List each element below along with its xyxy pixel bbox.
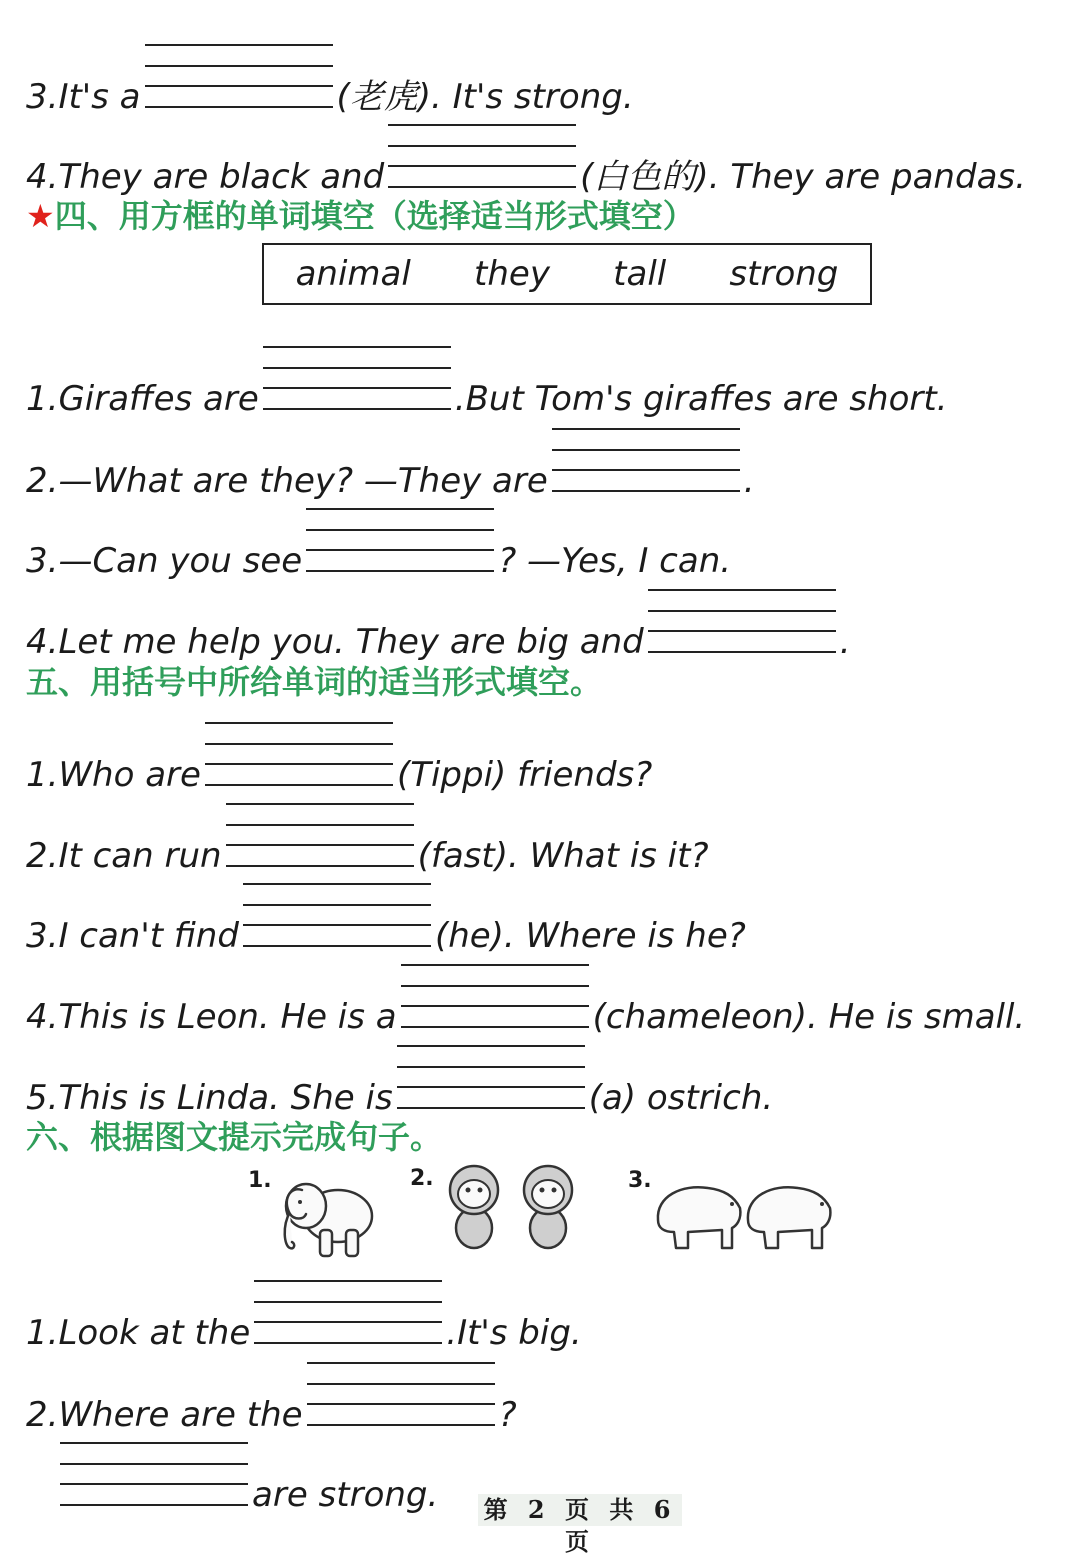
word-bank-box	[262, 243, 872, 305]
section-5-question-3: 3.I can't find (he). Where is he?	[26, 883, 746, 923]
answer-blank[interactable]	[145, 44, 333, 108]
answer-blank[interactable]	[243, 883, 431, 947]
section-6-heading: 六、根据图文提示完成句子。	[26, 1118, 443, 1156]
answer-blank[interactable]	[388, 124, 576, 188]
section-5-heading: 五、用括号中所给单词的适当形式填空。	[26, 663, 603, 701]
section-5-question-5: 5.This is Linda. She is (a) ostrich.	[26, 1045, 773, 1085]
answer-blank[interactable]	[263, 346, 451, 410]
section-6-question-2: 2.Where are the ?	[26, 1362, 517, 1402]
star-icon: ★	[26, 197, 55, 235]
answer-blank[interactable]	[307, 1362, 495, 1426]
answer-blank[interactable]	[254, 1280, 442, 1344]
section-4-question-2: 2.—What are they? —They are .	[26, 428, 755, 468]
answer-blank[interactable]	[205, 722, 393, 786]
answer-blank[interactable]	[397, 1045, 585, 1109]
word-bank-item: tall	[613, 254, 667, 294]
answer-blank[interactable]	[60, 1442, 248, 1506]
picture-label-3: 3.	[628, 1168, 652, 1193]
section-6-question-3: are strong.	[56, 1442, 438, 1482]
bears-icon	[652, 1170, 838, 1254]
picture-label-1: 1.	[248, 1168, 272, 1193]
section-4-question-3: 3.—Can you see ? —Yes, I can.	[26, 508, 731, 548]
section-4-question-1: 1.Giraffes are .But Tom's giraffes are short.	[26, 346, 947, 386]
answer-blank[interactable]	[648, 589, 836, 653]
section-4-question-4: 4.Let me help you. They are big and .	[26, 589, 851, 629]
answer-blank[interactable]	[552, 428, 740, 492]
section-4-heading: ★四、用方框的单词填空（选择适当形式填空）	[26, 197, 695, 235]
section-5-question-4: 4.This is Leon. He is a (chameleon). He is small.	[26, 964, 1025, 1004]
word-bank-item: animal	[295, 254, 411, 294]
section-5-question-1: 1.Who are (Tippi) friends?	[26, 722, 652, 762]
monkeys-icon	[436, 1162, 596, 1252]
word-bank-item: they	[474, 254, 550, 294]
answer-blank[interactable]	[306, 508, 494, 572]
word-bank-item: strong	[729, 254, 839, 294]
question-3-tiger: 3.It's a (老虎). It's strong.	[26, 44, 634, 84]
answer-blank[interactable]	[226, 803, 414, 867]
elephant-icon	[276, 1170, 380, 1262]
section-5-question-2: 2.It can run (fast). What is it?	[26, 803, 709, 843]
picture-label-2: 2.	[410, 1166, 434, 1191]
question-4-white: 4.They are black and (白色的). They are pandas.	[26, 124, 1026, 164]
page-footer: 第 2 页 共 6 页	[478, 1494, 682, 1526]
section-6-question-1: 1.Look at the .It's big.	[26, 1280, 582, 1320]
answer-blank[interactable]	[401, 964, 589, 1028]
